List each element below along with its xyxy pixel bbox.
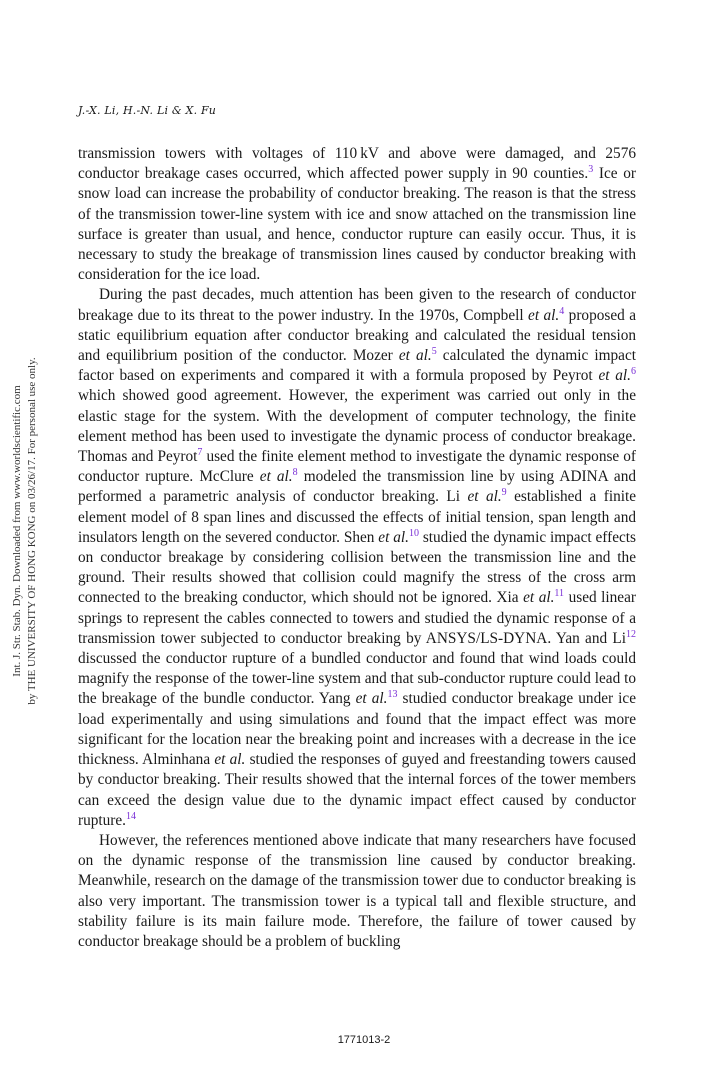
download-notice [10,271,40,791]
page-number: 1771013-2 [337,1034,391,1046]
italic-run: et al. [398,347,432,365]
text-run: However, the references mentioned above indicate that many researchers have focused on the dynamic response of the transmission line caused by conductor breaking. Meanwhile, research on the damage of the transmission tower due to conductor breaking is also very important. The transmission tower is a typical tall and flexible structure, and stability failure is its main failure mode. Therefore, the failure of tower caused by conductor breakage should be a problem of buckling [78,831,636,950]
text-run: Ice or snow load can increase the probability of conductor breaking. The reason is that the stress of the transmission tower-line system with ice and snow attached on the transmission line surface is greater than usual, and hence, conductor rupture can easily occur. Thus, it is necessary to study the breakage of transmission lines caused by conductor breaking with consideration for the ice load. [78,165,636,284]
citation-ref[interactable]: 3 [588,164,594,176]
text-run: calculated the dynamic impact factor based on experiments and compared it with a formula proposed by Peyrot [78,347,637,385]
text-run: studied the dynamic impact effects on conductor breakage by considering collision between the transmission line and the ground. Their results showed that collision could magnify the stress of the cross arm connected to the breaking conductor, which should not be ignored. Xia [78,528,636,607]
text-run: used linear springs to represent the cables connected to towers and studied the dynamic response of a transmission tower subjected to conductor breaking by ANSYS/LS-DYNA. Yan and Li [78,589,636,647]
running-head: J.-X. Li, H.-N. Li & X. Fu [78,104,217,117]
italic-run: et al. [528,306,560,324]
text-run: studied the responses of guyed and freestanding towers caused by conductor breaking. Their results showed that the internal forces of the tower members can exceed the design value due to the dynamic impact effect caused by conductor rupture. [78,751,636,829]
citation-ref[interactable]: 4 [559,305,565,317]
italic-run: et al. [467,488,502,506]
citation-ref[interactable]: 14 [126,810,136,822]
italic-run: et al. [378,528,409,546]
citation-ref[interactable]: 7 [197,447,203,459]
text-run: proposed a static equilibrium equation after conductor breaking and calculated the residual tension and equilibrium position of the conductor. Mozer [78,306,636,365]
paragraph-2 [78,285,636,830]
citation-ref[interactable]: 5 [431,346,437,358]
italic-run: et al. [598,367,631,385]
download-notice-line-2: by THE UNIVERSITY OF HONG KONG on 03/26/17. For personal use only. [26,357,38,705]
body-text [78,144,636,952]
text-run: transmission towers with voltages of 110 kV and above were damaged, and 2576 conductor breakage cases occurred, which affected power supply in 90 counties. [78,145,636,183]
citation-ref[interactable]: 6 [631,366,636,378]
text-run: discussed the conductor rupture of a bundled conductor and found that wind loads could magnify the response of the tower-line system and that sub-conductor rupture could lead to the breakage of the bundle conductor. Yang [78,650,636,708]
paragraph-3 [78,831,636,952]
italic-run: et al. [355,690,388,708]
citation-ref[interactable]: 10 [408,527,419,539]
citation-ref[interactable]: 13 [387,689,398,701]
text-run: which showed good agreement. However, the experiment was carried out only in the elastic stage for the system. With the development of computer technology, the finite element method has been used to investigate the dynamic process of conductor breakage. Thomas and Peyrot [78,387,636,466]
citation-ref[interactable]: 11 [554,588,565,600]
citation-ref[interactable]: 12 [626,628,636,640]
italic-run: et al. [214,751,246,769]
italic-run: et al. [523,589,555,607]
download-notice-line-1: Int. J. Str. Stab. Dyn. Downloaded from www.worldscientific.com [11,385,23,677]
download-notice-sidebar [0,0,50,1092]
text-run: modeled the transmission line by using ADINA and performed a parametric analysis of conductor breaking. Li [78,468,636,506]
paragraph-1 [78,144,636,285]
text-run: During the past decades, much attention has been given to the research of conductor breakage due to its threat to the power industry. In the 1970s, Compbell [78,286,636,324]
italic-run: et al. [259,468,293,486]
citation-ref[interactable]: 9 [501,487,507,499]
text-run: studied conductor breakage under ice load experimentally and using simulations and found that the impact effect was more significant for the location near the breaking point and increases with a decrease in the ice thickness. Alminhana [78,690,636,769]
text-run: used the finite element method to investigate the dynamic response of conductor rupture. McClure [78,448,636,486]
citation-ref[interactable]: 8 [292,467,298,479]
text-run: established a finite element model of 8 span lines and discussed the effects of initial tension, span length and insulators length on the severed conductor. Shen [78,488,637,546]
